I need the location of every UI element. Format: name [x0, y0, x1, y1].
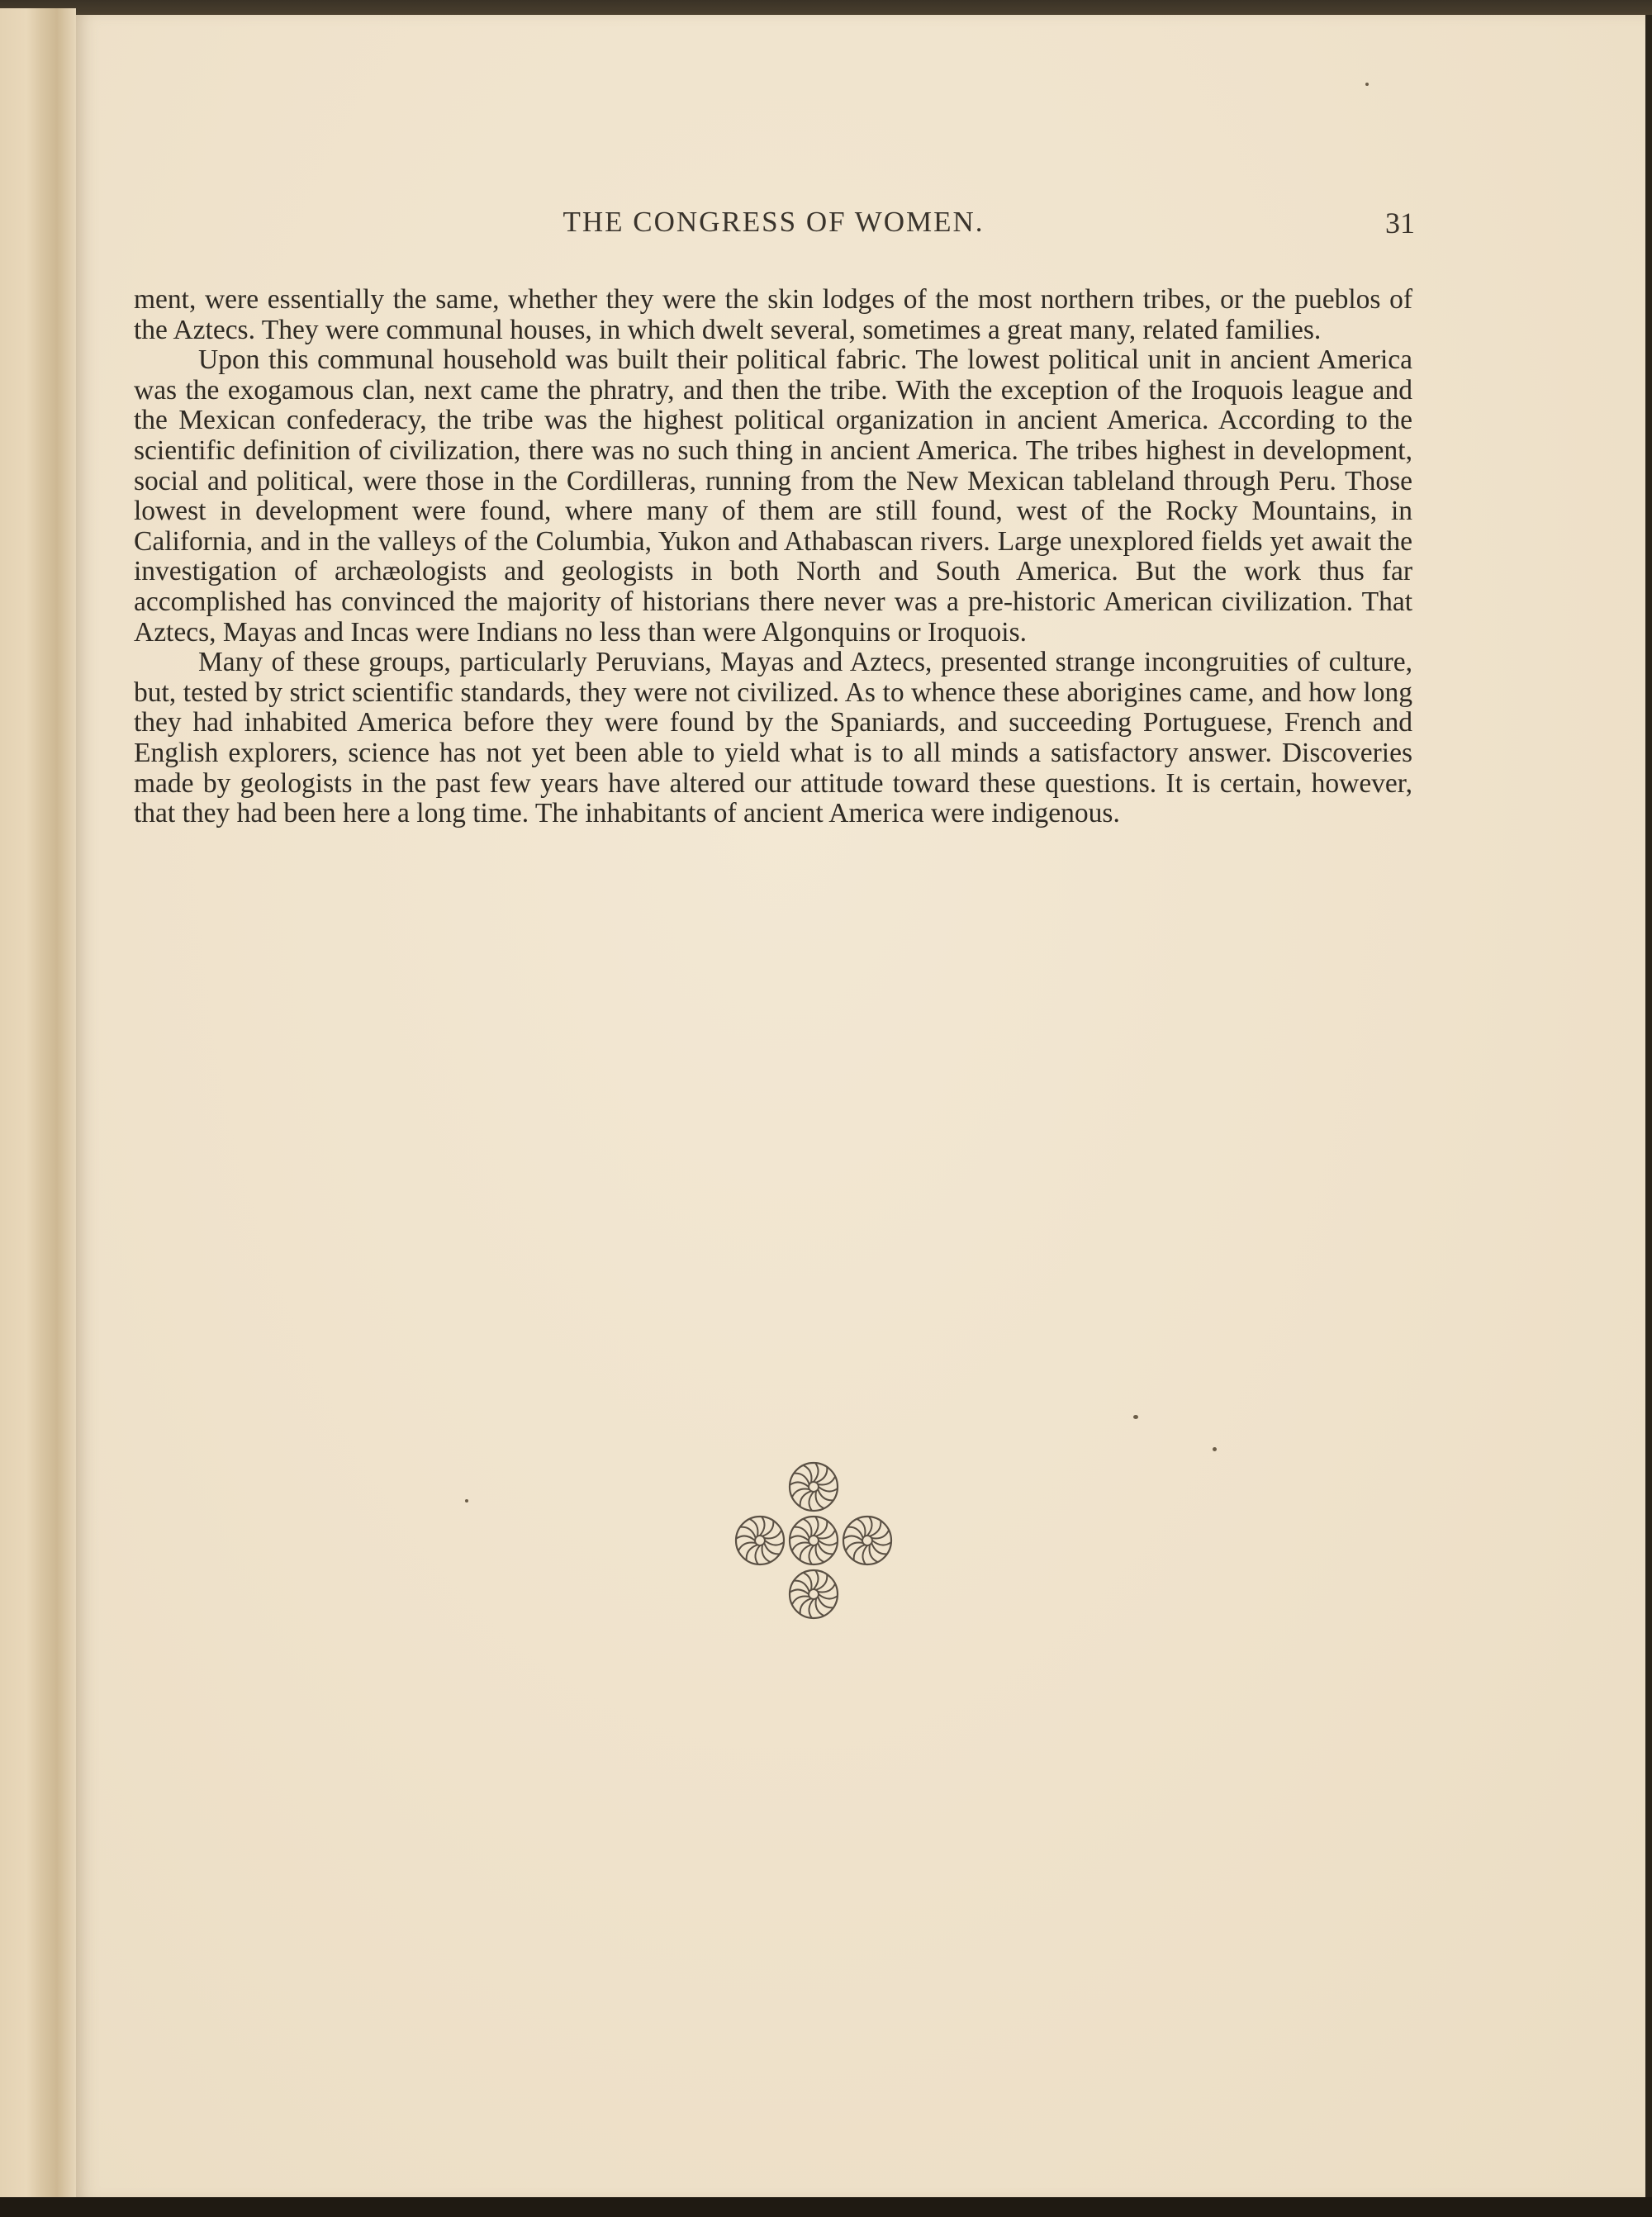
- running-title: THE CONGRESS OF WOMEN.: [563, 206, 985, 238]
- paper-speck: [1213, 1447, 1217, 1451]
- scan-top-edge: [0, 0, 1652, 15]
- paragraph-aborigines: Many of these groups, particularly Peruvians, Mayas and Aztecs, presented strange incongruities of culture, but, tested by strict scientific standards, they were not civilized. As to whence these aborigines came, and how long they had inhabited America before they were found by the Spaniards, and succeeding Portuguese, French and English explorers, science has not yet been able to yield what is to all minds a satisfactory answer. Discoveries made by geologists in the past few years have altered our attitude toward these questions. It is certain, however, that they had been here a long time. The inhabitants of ancient America were indigenous.: [134, 647, 1412, 829]
- paragraph-continuation: ment, were essentially the same, whether they were the skin lodges of the most northern tribes, or the pueblos of the Aztecs. They were communal houses, in which dwelt several, sometimes a great many, related families.: [134, 284, 1412, 345]
- paper-speck: [1133, 1415, 1138, 1419]
- paper-speck: [1365, 83, 1369, 86]
- rosette-top-icon: [790, 1463, 838, 1511]
- book-spine-gutter: [0, 8, 76, 2205]
- page-number: 31: [1385, 207, 1415, 240]
- rosette-center-icon: [790, 1517, 838, 1564]
- rosette-bottom-icon: [790, 1570, 838, 1618]
- scan-bottom-edge: [0, 2197, 1652, 2217]
- rosette-cluster-ornament-icon: [731, 1458, 896, 1623]
- paper-speck: [465, 1499, 468, 1503]
- paragraph-political-fabric: Upon this communal household was built their political fabric. The lowest political unit in ancient America was the exogamous clan, next came the phratry, and then the tribe. With the exception of the Iroquois league and the Mexican confederacy, the tribe was the highest political organization in ancient America. According to the scientific definition of civilization, there was no such thing in ancient America. The tribes highest in development, social and political, were those in the Cordilleras, running from the New Mexican tableland through Peru. Those lowest in development were found, where many of them are still found, west of the Rocky Mountains, in California, and in the valleys of the Columbia, Yukon and Athabascan rivers. Large unexplored fields yet await the investigation of archæologists and geologists in both North and South America. But the work thus far accomplished has convinced the majority of historians there never was a pre-historic American civilization. That Aztecs, Mayas and Incas were Indians no less than were Algonquins or Iroquois.: [134, 344, 1412, 648]
- rosette-right-icon: [843, 1517, 891, 1564]
- rosette-left-icon: [736, 1517, 784, 1564]
- running-header: [132, 194, 1415, 252]
- body-text: [134, 285, 1412, 829]
